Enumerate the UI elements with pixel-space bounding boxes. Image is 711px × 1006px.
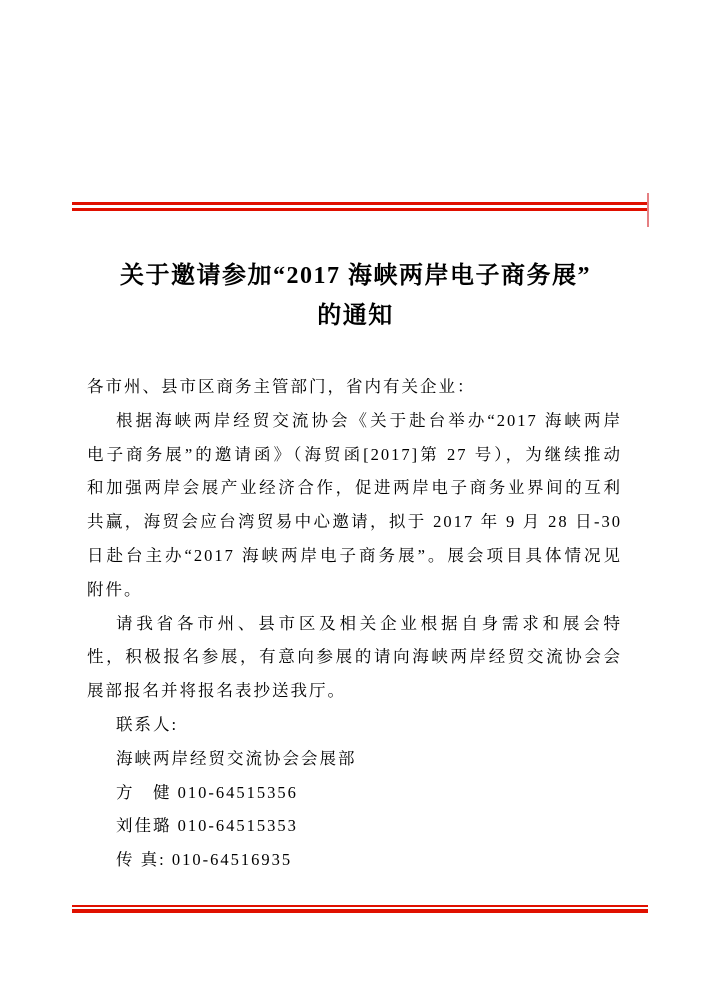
body-line: 展部报名并将报名表抄送我厅。 xyxy=(87,681,346,701)
body-line: 根据海峡两岸经贸交流协会《关于赴台举办“2017 海峡两岸 xyxy=(116,410,622,430)
document-title xyxy=(0,256,711,336)
title-line-2: 的通知 xyxy=(317,303,394,329)
body-line: 和加强两岸会展产业经济合作，促进两岸电子商务业界间的互利 xyxy=(87,478,622,498)
body-line: 日赴台主办“2017 海峡两岸电子商务展”。展会项目具体情况见 xyxy=(87,545,622,565)
contact-fax-number: 传 真: 010-64516935 xyxy=(116,850,293,870)
body-line: 电子商务展”的邀请函》（海贸函[2017]第 27 号），为继续推动 xyxy=(87,444,622,464)
title-line-1: 关于邀请参加“2017 海峡两岸电子商务展” xyxy=(120,263,591,289)
footer-rule-bottom xyxy=(72,909,648,913)
contact-person-label: 联系人: xyxy=(116,714,179,734)
contact-organization: 海峡两岸经贸交流协会会展部 xyxy=(116,748,357,768)
header-rule-bottom xyxy=(72,208,648,211)
body-line: 性，积极报名参展，有意向参展的请向海峡两岸经贸交流协会会 xyxy=(87,647,622,667)
body-line: 请我省各市州、县市区及相关企业根据自身需求和展会特 xyxy=(116,613,622,633)
contact-fang-jian-phone: 方 健 010-64515356 xyxy=(116,782,298,802)
header-rule-end-mark xyxy=(647,193,649,227)
footer-double-rule xyxy=(72,905,648,913)
body-line: 共赢，海贸会应台湾贸易中心邀请，拟于 2017 年 9 月 28 日-30 xyxy=(87,512,622,532)
salutation-line: 各市州、县市区商务主管部门，省内有关企业： xyxy=(87,377,476,396)
document-body xyxy=(87,370,622,877)
contact-liu-jialu-phone: 刘佳璐 010-64515353 xyxy=(116,816,298,836)
header-double-rule xyxy=(72,202,648,211)
body-line: 附件。 xyxy=(87,579,143,599)
